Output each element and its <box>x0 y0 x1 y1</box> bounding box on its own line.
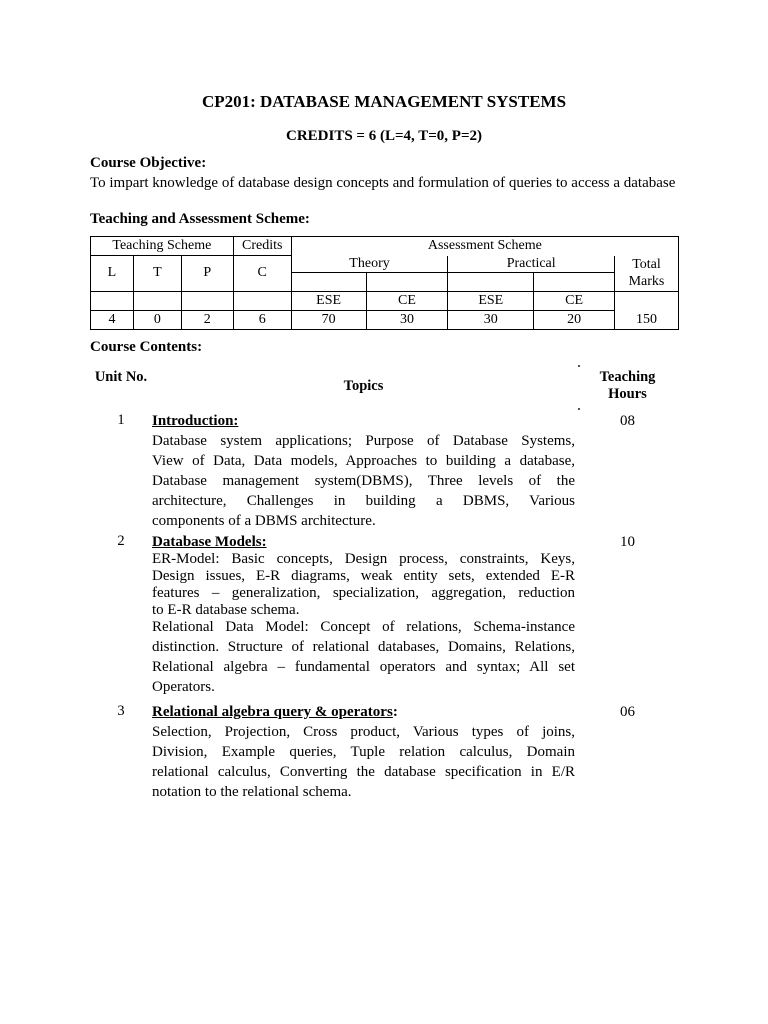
p-value: 2 <box>181 311 233 330</box>
unit-1-hours: 08 <box>620 413 635 429</box>
credits-line: CREDITS = 6 (L=4, T=0, P=2) <box>285 128 483 144</box>
scheme-heading: Teaching and Assessment Scheme: <box>90 211 310 227</box>
total-value: 150 <box>615 311 679 330</box>
l-value: 4 <box>91 311 134 330</box>
topics-header: Topics <box>343 378 384 394</box>
unit-2-rel-line: Relational algebra – fundamental operators and syntax; All set <box>152 659 575 675</box>
objective-text: To impart knowledge of database design concepts and formulation of queries to access a database <box>90 175 676 191</box>
credits-header: Credits <box>233 237 291 256</box>
theory-ce-header: CE <box>366 292 448 311</box>
assessment-scheme-header: Assessment Scheme <box>291 237 678 256</box>
practical-ese-header: ESE <box>448 292 534 311</box>
t-spacer <box>133 292 181 311</box>
unit-1-line: components of a DBMS architecture. <box>152 513 376 529</box>
unit-2-relational <box>152 617 575 697</box>
unit-2-rel-line: Operators. <box>152 679 215 695</box>
unit-1-heading: Introduction: <box>152 413 239 429</box>
theory-ce-value: 30 <box>366 311 448 330</box>
unit-2-hours: 10 <box>620 534 635 550</box>
unit-2-er-line: features – generalization, specialization, aggregation, reduction <box>152 585 575 601</box>
practical-spacer-2 <box>534 273 615 292</box>
c-header: C <box>233 256 291 292</box>
teaching-hours-header: Teaching Hours <box>599 369 656 402</box>
unit-3-line: relational calculus, Converting the database specification in E/R <box>152 764 575 780</box>
teaching-scheme-header: Teaching Scheme <box>91 237 234 256</box>
table-corner-mark <box>578 365 580 367</box>
scheme-table <box>90 236 679 330</box>
unit-1-topics <box>152 411 575 531</box>
unit-2-heading: Database Models: <box>152 534 267 550</box>
course-title: CP201: DATABASE MANAGEMENT SYSTEMS <box>201 92 567 111</box>
unit-2-er-line: ER-Model: Basic concepts, Design process, constraints, Keys, <box>152 551 575 567</box>
p-header: P <box>181 256 233 292</box>
unit-3-heading-colon: : <box>392 704 398 720</box>
unit-2-rel-line: distinction. Structure of relational databases, Domains, Relations, <box>152 639 575 655</box>
p-spacer <box>181 292 233 311</box>
unit-3-hours: 06 <box>620 704 635 720</box>
c-spacer <box>233 292 291 311</box>
unit-no-header: Unit No. <box>94 369 148 385</box>
unit-3-line: notation to the relational schema. <box>152 784 352 800</box>
contents-heading: Course Contents: <box>90 339 203 355</box>
practical-header: Practical <box>448 256 615 273</box>
unit-1-no: 1 <box>117 412 125 428</box>
unit-3-heading: Relational algebra query & operators <box>152 704 393 720</box>
t-header: T <box>133 256 181 292</box>
unit-1-line: View of Data, Data models, Approaches to building a database, <box>152 453 575 469</box>
unit-3-line: Division, Example queries, Tuple relation calculus, Domain <box>152 744 575 760</box>
unit-1-line: architecture, Challenges in building a DBMS, Various <box>152 493 575 509</box>
c-value: 6 <box>233 311 291 330</box>
practical-ce-header: CE <box>534 292 615 311</box>
t-value: 0 <box>133 311 181 330</box>
unit-2-no: 2 <box>117 533 125 549</box>
theory-ese-value: 70 <box>291 311 366 330</box>
l-spacer <box>91 292 134 311</box>
practical-ese-value: 30 <box>448 311 534 330</box>
unit-3-topics <box>152 702 575 802</box>
unit-1-line: Database system applications; Purpose of Database Systems, <box>152 433 575 449</box>
objective-heading: Course Objective: <box>90 155 207 171</box>
unit-2-rel-line: Relational Data Model: Concept of relations, Schema-instance <box>152 619 575 635</box>
unit-2-topics <box>152 534 575 619</box>
total-marks-header: Total Marks <box>615 256 679 292</box>
unit-1-line: Database management system(DBMS), Three levels of the <box>152 473 575 489</box>
unit-2-er-line: Design issues, E-R diagrams, weak entity sets, extended E-R <box>152 568 575 584</box>
practical-spacer <box>448 273 534 292</box>
unit-3-heading-row <box>152 702 575 722</box>
l-header: L <box>91 256 134 292</box>
theory-ese-header: ESE <box>291 292 366 311</box>
practical-ce-value: 20 <box>534 311 615 330</box>
theory-header: Theory <box>291 256 448 273</box>
table-corner-mark-2 <box>578 408 580 410</box>
unit-3-line: Selection, Projection, Cross product, Various types of joins, <box>152 724 575 740</box>
theory-spacer <box>291 273 366 292</box>
unit-2-er-line: to E-R database schema. <box>152 602 300 618</box>
total-spacer <box>615 292 679 311</box>
theory-spacer-2 <box>366 273 448 292</box>
unit-3-no: 3 <box>117 703 125 719</box>
